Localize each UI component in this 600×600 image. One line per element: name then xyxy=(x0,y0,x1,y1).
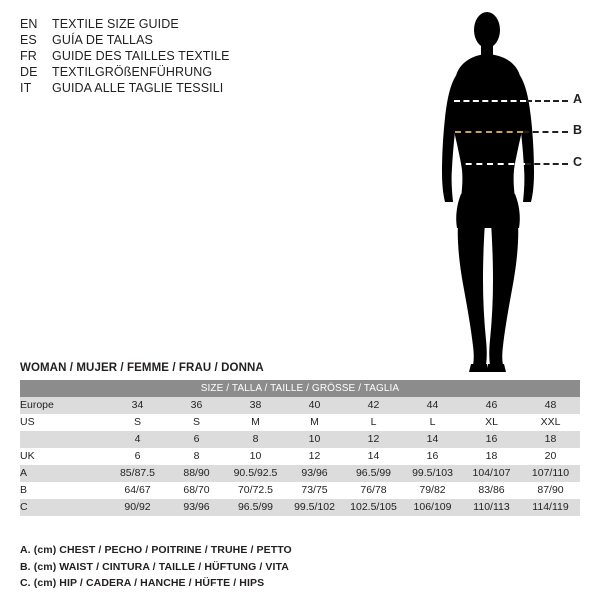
language-title: GUÍA DE TALLAS xyxy=(52,33,153,47)
cell: 36 xyxy=(167,397,226,414)
legend-row-b: B. (cm) WAIST / CINTURA / TAILLE / HÜFTUNG / VITA xyxy=(20,560,289,573)
cell: 4 xyxy=(108,431,167,448)
measurement-label-b: B xyxy=(573,123,583,137)
language-title: TEXTILE SIZE GUIDE xyxy=(52,17,179,31)
cell: L xyxy=(403,414,462,431)
language-code: IT xyxy=(20,81,32,95)
cell: S xyxy=(108,414,167,431)
cell: XL xyxy=(462,414,521,431)
table-row xyxy=(20,482,580,499)
language-row xyxy=(20,48,350,64)
cell: L xyxy=(344,414,403,431)
cell: 87/90 xyxy=(521,482,580,499)
section-title-woman: WOMAN / MUJER / FEMME / FRAU / DONNA xyxy=(20,362,264,374)
cell: 20 xyxy=(521,448,580,465)
language-header-list xyxy=(20,16,350,96)
cell: 12 xyxy=(344,431,403,448)
cell: 10 xyxy=(285,431,344,448)
table-row xyxy=(20,431,580,448)
cell: 99.5/103 xyxy=(403,465,462,482)
cell: 40 xyxy=(285,397,344,414)
table-row xyxy=(20,465,580,482)
language-code: EN xyxy=(20,17,38,31)
row-label: US xyxy=(20,414,108,431)
cell: 96.5/99 xyxy=(226,499,285,516)
language-row xyxy=(20,32,350,48)
cell: XXL xyxy=(521,414,580,431)
cell: 6 xyxy=(108,448,167,465)
chest-measure-line-inner xyxy=(454,100,526,102)
cell: 110/113 xyxy=(462,499,521,516)
cell: 18 xyxy=(462,448,521,465)
cell: 114/119 xyxy=(521,499,580,516)
language-title: TEXTILGRÖßENFÜHRUNG xyxy=(52,65,213,79)
chest-measure-line-outer xyxy=(526,100,568,102)
cell: 8 xyxy=(167,448,226,465)
row-label: UK xyxy=(20,448,108,465)
measurement-label-c: C xyxy=(573,155,583,169)
cell: 44 xyxy=(403,397,462,414)
cell: 104/107 xyxy=(462,465,521,482)
table-header-row xyxy=(20,380,580,397)
cell: 102.5/105 xyxy=(344,499,403,516)
cell: 8 xyxy=(226,431,285,448)
cell: 18 xyxy=(521,431,580,448)
language-code: DE xyxy=(20,65,38,79)
cell: 90.5/92.5 xyxy=(226,465,285,482)
row-label: A xyxy=(20,465,108,482)
cell: 64/67 xyxy=(108,482,167,499)
cell: 93/96 xyxy=(285,465,344,482)
row-label: B xyxy=(20,482,108,499)
cell: 48 xyxy=(521,397,580,414)
female-body-silhouette xyxy=(395,8,595,378)
cell: 10 xyxy=(226,448,285,465)
size-table-wrapper xyxy=(20,380,580,516)
language-title: GUIDE DES TAILLES TEXTILE xyxy=(52,49,230,63)
measurement-label-a: A xyxy=(573,92,583,106)
language-row xyxy=(20,64,350,80)
cell: 68/70 xyxy=(167,482,226,499)
table-header-label: SIZE / TALLA / TAILLE / GRÖSSE / TAGLIA xyxy=(20,380,580,397)
cell: 6 xyxy=(167,431,226,448)
cell: 83/86 xyxy=(462,482,521,499)
table-row xyxy=(20,397,580,414)
language-row xyxy=(20,80,350,96)
language-code: ES xyxy=(20,33,37,47)
cell: 14 xyxy=(403,431,462,448)
cell: M xyxy=(226,414,285,431)
cell: 34 xyxy=(108,397,167,414)
language-title: GUIDA ALLE TAGLIE TESSILI xyxy=(52,81,224,95)
cell: 42 xyxy=(344,397,403,414)
hip-measure-line-inner xyxy=(455,163,525,165)
cell: 96.5/99 xyxy=(344,465,403,482)
cell: M xyxy=(285,414,344,431)
cell: 76/78 xyxy=(344,482,403,499)
cell: 73/75 xyxy=(285,482,344,499)
table-row xyxy=(20,448,580,465)
legend-row-a: A. (cm) CHEST / PECHO / POITRINE / TRUHE / PETTO xyxy=(20,544,292,556)
row-label: Europe xyxy=(20,397,108,414)
table-row xyxy=(20,414,580,431)
cell: 16 xyxy=(462,431,521,448)
cell: 106/109 xyxy=(403,499,462,516)
hip-measure-line-outer xyxy=(525,163,568,165)
cell: 12 xyxy=(285,448,344,465)
cell: 85/87.5 xyxy=(108,465,167,482)
waist-measure-line-inner xyxy=(455,131,523,133)
table-row xyxy=(20,499,580,516)
language-row xyxy=(20,16,350,32)
cell: 93/96 xyxy=(167,499,226,516)
cell: 38 xyxy=(226,397,285,414)
size-table xyxy=(20,380,580,516)
cell: 90/92 xyxy=(108,499,167,516)
measurement-legend xyxy=(20,542,580,592)
cell: 14 xyxy=(344,448,403,465)
language-code: FR xyxy=(20,49,37,63)
cell: S xyxy=(167,414,226,431)
cell: 99.5/102 xyxy=(285,499,344,516)
cell: 16 xyxy=(403,448,462,465)
cell: 88/90 xyxy=(167,465,226,482)
cell: 70/72.5 xyxy=(226,482,285,499)
cell: 79/82 xyxy=(403,482,462,499)
waist-measure-line-outer xyxy=(523,131,568,133)
legend-row-c: C. (cm) HIP / CADERA / HANCHE / HÜFTE / HIPS xyxy=(20,577,265,590)
cell: 46 xyxy=(462,397,521,414)
row-label xyxy=(20,431,108,448)
row-label: C xyxy=(20,499,108,516)
silhouette-svg xyxy=(395,8,595,378)
cell: 107/110 xyxy=(521,465,580,482)
